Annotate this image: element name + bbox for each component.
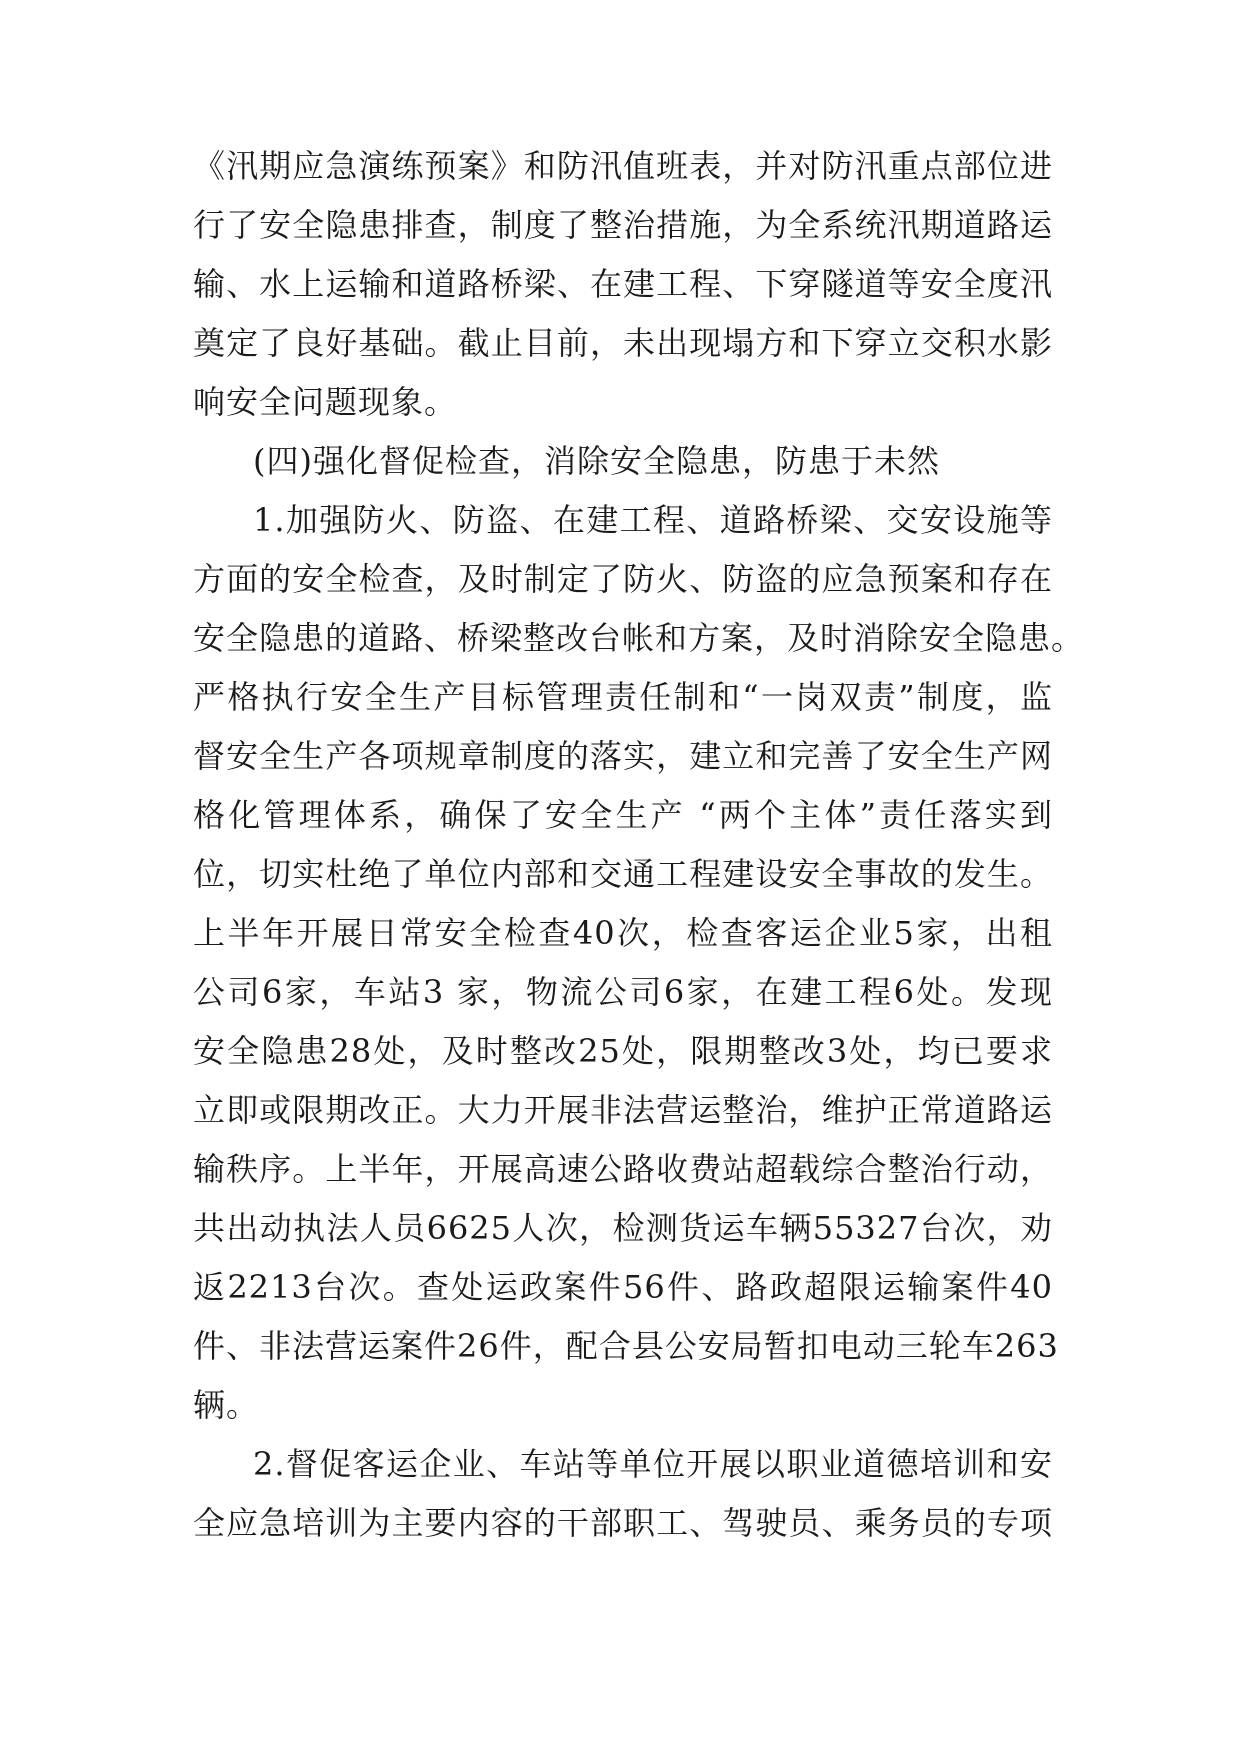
section-heading: (四)强化督促检查，消除安全隐患，防患于未然 bbox=[253, 442, 940, 480]
text-line: 件、非法营运案件26件，配合县公安局暂扣电动三轮车263 bbox=[193, 1327, 1059, 1365]
text-line: 立即或限期改正。大力开展非法营运整治，维护正常道路运 bbox=[193, 1091, 1053, 1129]
text-line: 安全隐患28处，及时整改25处，限期整改3处，均已要求 bbox=[193, 1032, 1053, 1070]
text-line: 共出动执法人员6625人次，检测货运车辆55327台次，劝 bbox=[193, 1209, 1053, 1247]
text-line: 《汛期应急演练预案》和防汛值班表，并对防汛重点部位进 bbox=[193, 147, 1053, 185]
text-line: 1.加强防火、防盗、在建工程、道路桥梁、交安设施等 bbox=[253, 501, 1053, 539]
text-line: 辆。 bbox=[193, 1386, 260, 1424]
text-line: 严格执行安全生产目标管理责任制和“一岗双责”制度，监 bbox=[193, 678, 1053, 716]
text-line: 公司6家，车站3 家，物流公司6家，在建工程6处。发现 bbox=[193, 973, 1053, 1011]
text-line: 奠定了良好基础。截止目前，未出现塌方和下穿立交积水影 bbox=[193, 324, 1053, 362]
text-line: 全应急培训为主要内容的干部职工、驾驶员、乘务员的专项 bbox=[193, 1504, 1053, 1542]
text-line: 输秩序。上半年，开展高速公路收费站超载综合整治行动， bbox=[193, 1150, 1053, 1188]
text-line: 行了安全隐患排查，制度了整治措施，为全系统汛期道路运 bbox=[193, 206, 1053, 244]
text-line: 位，切实杜绝了单位内部和交通工程建设安全事故的发生。 bbox=[193, 855, 1053, 893]
text-line: 响安全问题现象。 bbox=[193, 383, 458, 421]
text-line: 2.督促客运企业、车站等单位开展以职业道德培训和安 bbox=[253, 1445, 1053, 1483]
text-line: 上半年开展日常安全检查40次，检查客运企业5家，出租 bbox=[193, 914, 1053, 952]
text-line: 安全隐患的道路、桥梁整改台帐和方案，及时消除安全隐患。 bbox=[193, 619, 1085, 657]
text-line: 督安全生产各项规章制度的落实，建立和完善了安全生产网 bbox=[193, 737, 1053, 775]
text-line: 格化管理体系，确保了安全生产 “两个主体”责任落实到 bbox=[193, 796, 1053, 834]
text-line: 方面的安全检查，及时制定了防火、防盗的应急预案和存在 bbox=[193, 560, 1053, 598]
text-line: 输、水上运输和道路桥梁、在建工程、下穿隧道等安全度汛 bbox=[193, 265, 1053, 303]
text-line: 返2213台次。查处运政案件56件、路政超限运输案件40 bbox=[193, 1268, 1053, 1306]
